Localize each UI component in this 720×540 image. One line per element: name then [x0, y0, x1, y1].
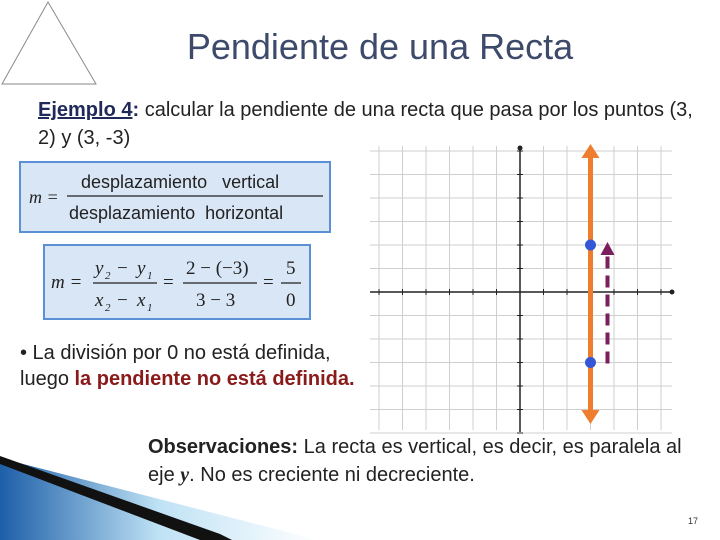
- formula1-denominator: desplazamiento horizontal: [69, 203, 284, 223]
- y-axis-end-dot: [518, 146, 523, 151]
- den-x1: x: [137, 290, 146, 311]
- graph-marks: [582, 144, 615, 424]
- decorative-stripe: [0, 456, 320, 540]
- rise-arrow-head: [601, 242, 615, 255]
- den-x1-sub: 1: [147, 302, 153, 314]
- point-2: [585, 357, 596, 368]
- observations-text-1: La recta es vertical, es decir, es paralela al eje: [148, 436, 682, 486]
- den-x2-sub: 2: [105, 302, 111, 314]
- observations-text-2: . No es creciente ni decreciente.: [189, 464, 475, 486]
- division-by-zero-note: [20, 340, 360, 392]
- num-y2-sub: 2: [105, 270, 111, 282]
- graph-grid: [370, 146, 672, 433]
- den-minus: −: [117, 290, 128, 311]
- formula2-m: m =: [51, 272, 83, 293]
- observations-label: Observaciones:: [148, 436, 299, 458]
- num-y2: y: [95, 258, 104, 279]
- formula1-numerator: desplazamiento vertical: [81, 172, 280, 192]
- example-colon: :: [132, 99, 140, 121]
- formula1-lhs: m =: [29, 187, 59, 207]
- formula2-den2: 3 − 3: [196, 290, 236, 311]
- num-minus: −: [117, 258, 128, 279]
- coordinate-graph: [366, 142, 678, 434]
- slide-title: Pendiente de una Recta: [186, 26, 574, 67]
- example-text: calcular la pendiente de una recta que pasa por los puntos (3, 2) y (3, -3): [38, 99, 693, 149]
- point-1: [585, 240, 596, 251]
- formula2-num2: 2 − (−3): [186, 258, 249, 279]
- observations-axis: y: [180, 464, 190, 486]
- slope-definition-formula: [19, 161, 331, 233]
- formula2-eq2: =: [263, 272, 274, 293]
- x-axis-end-dot: [670, 290, 675, 295]
- note-highlight: la pendiente no está definida.: [74, 368, 355, 390]
- formula2-num3: 5: [286, 258, 296, 279]
- page-number: 17: [687, 516, 698, 526]
- num-y1: y: [137, 258, 146, 279]
- line-arrow-bottom: [582, 410, 600, 424]
- formula2-eq1: =: [163, 272, 174, 293]
- den-x2: x: [95, 290, 104, 311]
- formula2-den3: 0: [286, 290, 296, 311]
- graph-axes: [370, 146, 675, 434]
- slope-computation-formula: [43, 244, 311, 320]
- num-y1-sub: 1: [147, 270, 153, 282]
- example-label: Ejemplo 4: [38, 99, 133, 121]
- note-text: • La división por 0 no está definida, luego: [20, 342, 331, 390]
